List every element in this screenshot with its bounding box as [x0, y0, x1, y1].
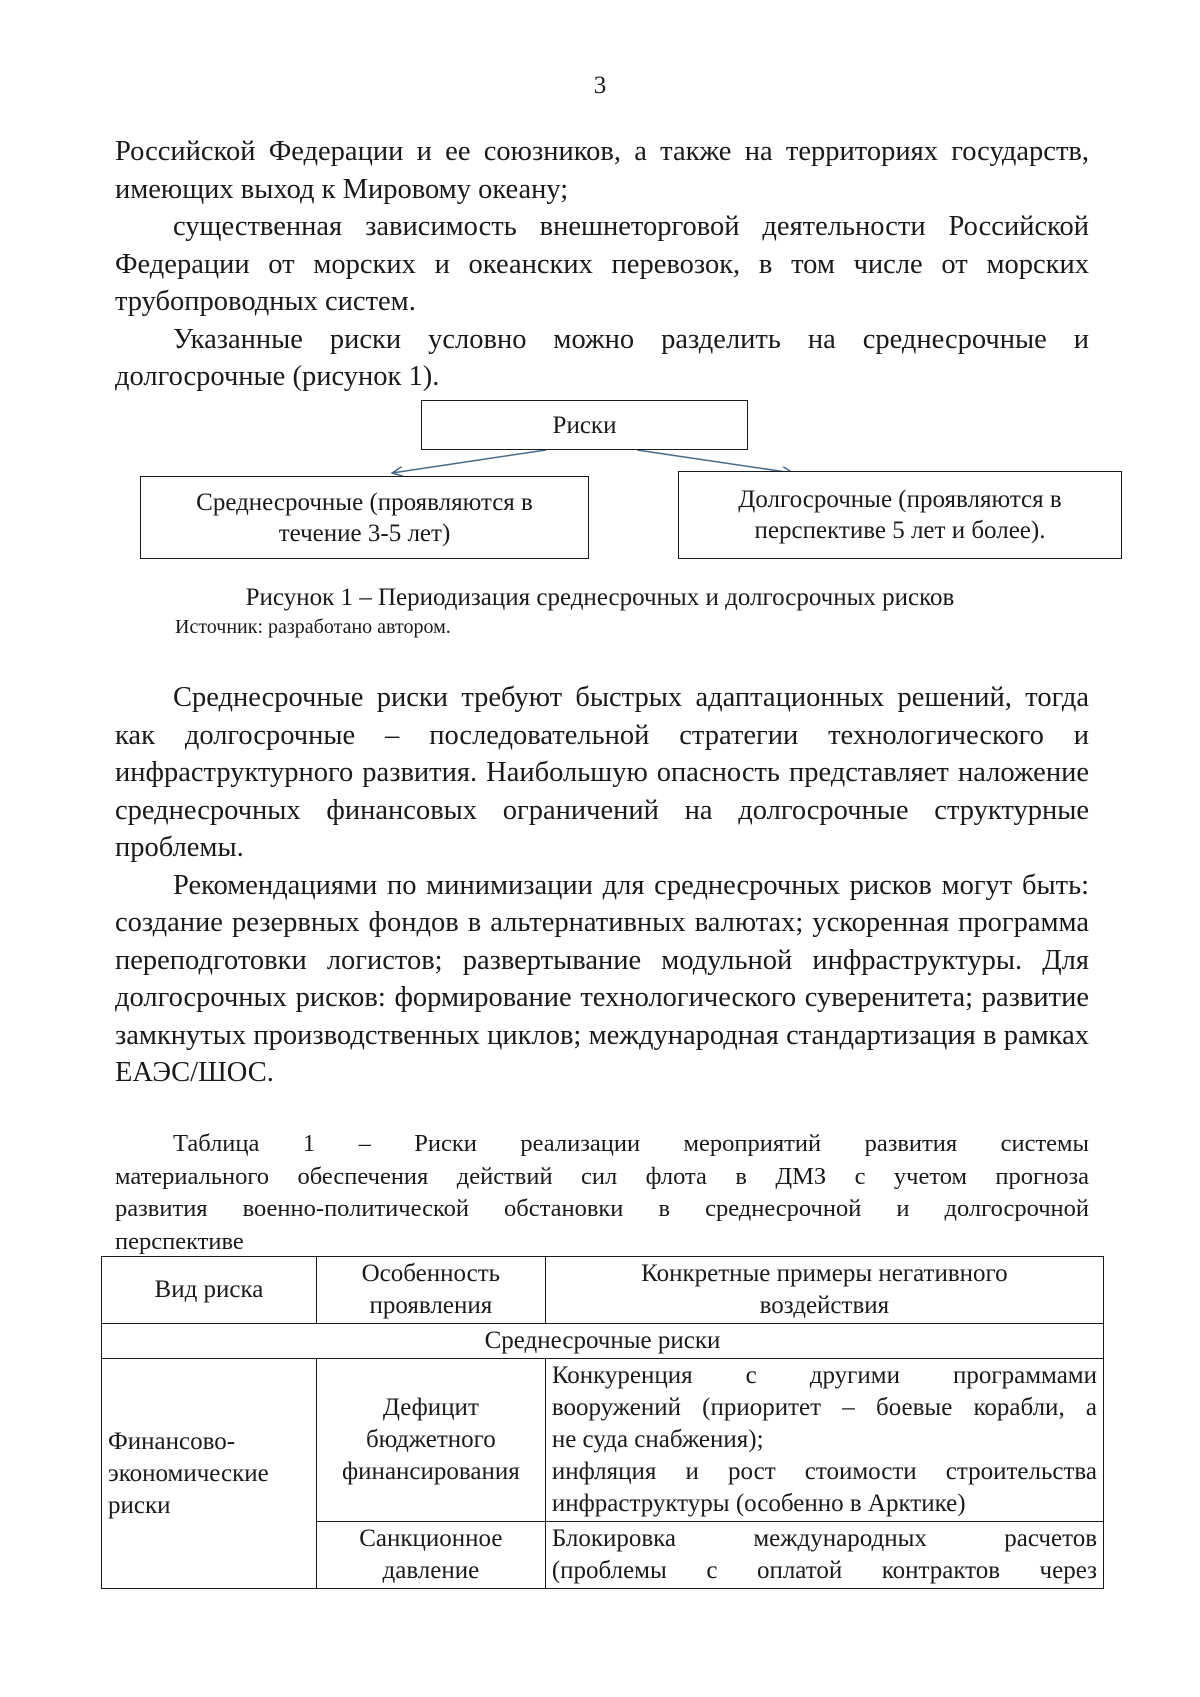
- medium-term-label-line1: Среднесрочные (проявляются в: [196, 488, 533, 516]
- body-text-middle: [115, 679, 1089, 1092]
- arrow-to-long-term: [637, 450, 793, 473]
- table-section-row: [102, 1324, 1104, 1359]
- paragraph-2: существенная зависимость внешнеторговой деятельности Российской Федерации от морских и океанских перевозок, в том числе от морских трубопроводных систем.: [115, 211, 1089, 317]
- paragraph-5: Рекомендациями по минимизации для среднесрочных рисков могут быть: создание резервных фондов в альтернативных валютах; ускоренная программа переподготовки логистов; развертывание модульной инфраструктуры. Для долгосрочных рисков: формирование технологического суверенитета; развитие замкнутых производственных циклов; международная стандартизация в рамках ЕАЭС/ШОС.: [115, 869, 1089, 1088]
- cell-examples-budget-deficit: Конкуренция с другими программами вооружений (приоритет – боевые корабли, а не суда снабжения); инфляция и рост стоимости строительства инфраструктуры (особенно в Арктике): [545, 1359, 1103, 1522]
- figure-source: Источник: разработано автором.: [175, 616, 451, 638]
- section-medium-term: Среднесрочные риски: [102, 1324, 1104, 1359]
- risk-table: [101, 1256, 1104, 1589]
- cell-risk-type-financial: Финансово- экономические риски: [102, 1359, 317, 1589]
- diagram-root-box: [421, 400, 748, 450]
- table-caption-line2: материального обеспечения действий сил флота в ДМЗ с учетом прогноза: [115, 1162, 1089, 1190]
- header-examples: Конкретные примеры негативного воздействия: [545, 1257, 1103, 1324]
- page-number: 3: [593, 72, 607, 99]
- header-risk-type: Вид риска: [102, 1257, 317, 1324]
- table-row: [102, 1359, 1104, 1522]
- cell-feature-budget-deficit: Дефицит бюджетного финансирования: [316, 1359, 545, 1522]
- table-caption-line4: перспективе: [115, 1227, 244, 1255]
- table-header-row: [102, 1257, 1104, 1324]
- cell-examples-sanctions: Блокировка международных расчетов (проблемы с оплатой контрактов через: [545, 1522, 1103, 1589]
- table-caption-line3: развития военно-политической обстановки в среднесрочной и долгосрочной: [115, 1195, 1089, 1222]
- paragraph-4: Среднесрочные риски требуют быстрых адаптационных решений, тогда как долгосрочные – последовательной стратегии технологического и инфраструктурного развития. Наибольшую опасность представляет наложение среднесрочных финансовых ограничений на долгосрочные структурные проблемы.: [115, 682, 1089, 863]
- paragraph-3: Указанные риски условно можно разделить на среднесрочные и долгосрочные (рисунок 1).: [115, 323, 1089, 392]
- table-caption-line1: Таблица 1 – Риски реализации мероприятий развития системы: [173, 1130, 1089, 1157]
- long-term-label-line1: Долгосрочные (проявляются в: [738, 486, 1062, 513]
- medium-term-label-line2: течение 3-5 лет): [278, 519, 451, 547]
- diagram-root-label: Риски: [552, 411, 617, 439]
- paragraph-1: Российской Федерации и ее союзников, а также на территориях государств, имеющих выход к Мировому океану;: [115, 136, 1089, 205]
- figure-caption: Рисунок 1 – Периодизация среднесрочных и долгосрочных рисков: [245, 584, 955, 611]
- header-feature: Особенность проявления: [316, 1257, 545, 1324]
- arrow-to-medium-term: [392, 450, 546, 473]
- cell-feature-sanctions: Санкционное давление: [316, 1522, 545, 1589]
- table-caption: [115, 1128, 1089, 1258]
- long-term-label-line2: перспективе 5 лет и более).: [754, 517, 1046, 544]
- diagram-medium-term-box: [140, 476, 589, 559]
- diagram-long-term-box: [678, 471, 1122, 559]
- risk-diagram: [0, 400, 1200, 565]
- body-text-top: [115, 133, 1089, 396]
